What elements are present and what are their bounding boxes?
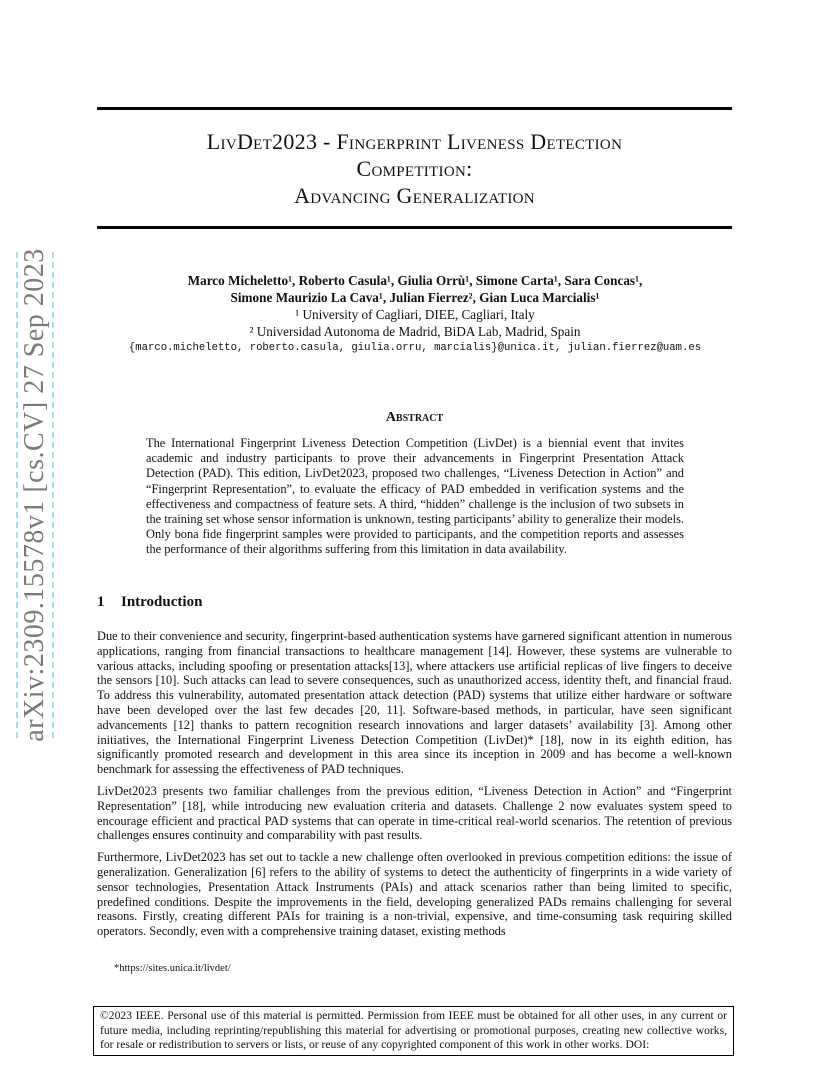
arxiv-identifier: arXiv:2309.15578v1 [cs.CV] 27 Sep 2023: [19, 248, 50, 742]
paragraph-1: Due to their convenience and security, fingerprint-based authentication systems have garnered significant attention in numerous applications, ranging from financial transactions to healthcare management [14]. However, these systems are vulnerable to various attacks, including spoofing or presentation attacks[13], where attackers use artificial replicas of live fingers to deceive the sensors [10]. Such attacks can lead to severe consequences, such as unauthorized access, identity theft, and financial fraud. To address this vulnerability, automated presentation attack detection (PAD) systems that utilize either hardware or software have been developed over the last few decades [20, 11]. Software-based methods, in particular, have seen significant advancements [12] thanks to pattern recognition research innovations and larger datasets’ availability [3]. Among other initiatives, the International Fingerprint Liveness Detection Competition (LivDet)* [18], now in its eighth edition, has significantly promoted research and development in this area since its inception in 2009 and has become a well-known benchmark for assessing the effectiveness of PAD techniques.: [97, 629, 732, 777]
title-line-3: Advancing Generalization: [294, 183, 535, 208]
section-title: Introduction: [121, 594, 203, 610]
copyright-notice: ©2023 IEEE. Personal use of this material is permitted. Permission from IEEE must be obtained for all other uses, in any current or future media, including reprinting/republishing this material for advertising or promotional purposes, creating new collective works, for resale or redistribution to servers or lists, or reuse of any copyrighted component of this work in other works. DOI:: [93, 1006, 734, 1056]
author-block: [60, 272, 770, 357]
affiliation-1: ¹ University of Cagliari, DIEE, Cagliari, Italy: [295, 307, 535, 322]
affiliation-2: ² Universidad Autonoma de Madrid, BiDA Lab, Madrid, Spain: [249, 324, 581, 339]
abstract-heading: Abstract: [385, 410, 444, 425]
title-rule-bottom: [97, 226, 732, 229]
section-heading: [97, 594, 202, 611]
authors-line-2: Simone Maurizio La Cava¹, Julian Fierrez², Gian Luca Marcialis¹: [230, 290, 600, 305]
body-text: [97, 629, 732, 946]
author-emails: {marco.micheletto, roberto.casula, giulia.orru, marcialis}@unica.it, julian.fierrez@uam.es: [128, 342, 702, 354]
title-rule-top: [97, 107, 732, 110]
authors-line-1: Marco Micheletto¹, Roberto Casula¹, Giulia Orrù¹, Simone Carta¹, Sara Concas¹,: [187, 273, 643, 288]
arxiv-stamp: [16, 248, 54, 742]
abstract-text: The International Fingerprint Liveness Detection Competition (LivDet) is a biennial event that invites academic and industry participants to prove their advancements in Fingerprint Presentation Attack Detection (PAD). This edition, LivDet2023, proposed two challenges, “Liveness Detection in Action” and “Fingerprint Representation”, to evaluate the efficacy of PAD embedded in verification systems and the effectiveness and compactness of feature sets. A third, “hidden” challenge is the inclusion of two subsets in the training set whose sensor information is unknown, testing participants’ ability to generalize their models. Only bona fide fingerprint samples were provided to participants, and the competition reports and assesses the performance of their algorithms suffering from this limitation in data availability.: [146, 436, 684, 557]
title-line-1: LivDet2023 - Fingerprint Liveness Detection: [206, 129, 623, 154]
paragraph-3: Furthermore, LivDet2023 has set out to tackle a new challenge often overlooked in previous competition editions: the issue of generalization. Generalization [6] refers to the ability of systems to detect the authenticity of fingerprints in a wide variety of sensor technologies, Presentation Attack Instruments (PAIs) and attack scenarios rather than being limited to specific, predefined conditions. Despite the improvements in the field, developing generalized PADs remains challenging for several reasons. Firstly, creating different PAIs for training is a non-trivial, expensive, and time-consuming task requiring skilled operators. Secondly, even with a comprehensive training dataset, existing methods: [97, 850, 732, 939]
paragraph-2: LivDet2023 presents two familiar challenges from the previous edition, “Liveness Detection in Action” and “Fingerprint Representation” [18], while introducing new evaluation criteria and datasets. Challenge 2 now evaluates system speed to encourage efficient and practical PAD systems that can operate in time-critical real-world scenarios. The retention of previous challenges ensures continuity and comparability with past results.: [97, 783, 732, 843]
footnote: *https://sites.unica.it/livdet/: [114, 963, 231, 974]
section-number: 1: [97, 594, 105, 610]
paper-title: [97, 128, 732, 209]
title-line-2: Competition:: [356, 156, 473, 181]
